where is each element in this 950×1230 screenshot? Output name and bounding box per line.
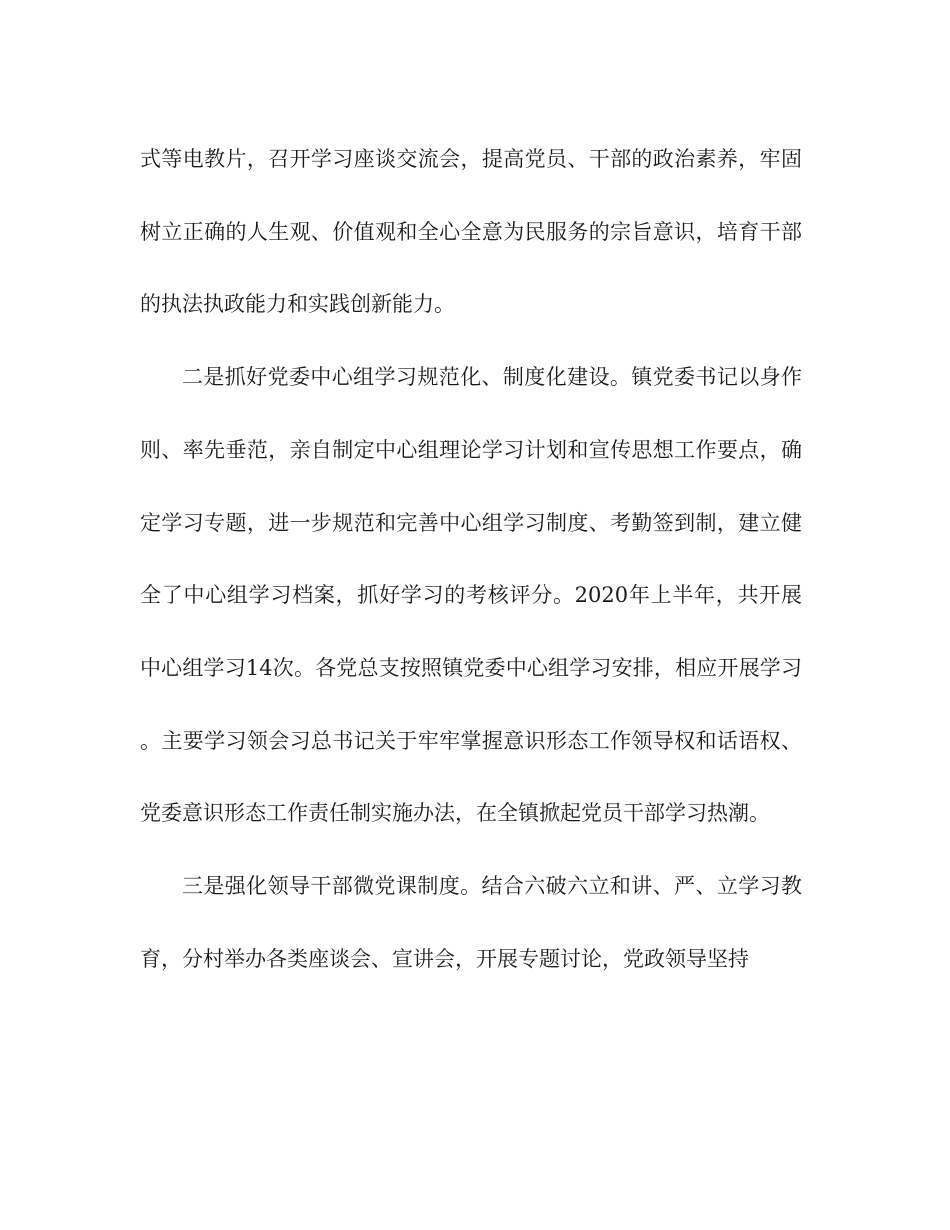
paragraph-micro-party-lecture: 三是强化领导干部微党课制度。结合六破六立和讲、严、立学习教育，分村举办各类座谈会、宣讲会，开展专题讨论，党政领导坚持 (140, 874, 802, 971)
paragraph-continuation: 式等电教片，召开学习座谈交流会，提高党员、干部的政治素养，牢固树立正确的人生观、价值观和全心全意为民服务的宗旨意识，培育干部的执法执政能力和实践创新能力。 (140, 147, 802, 317)
document-body (140, 123, 802, 995)
paragraph-central-group-study: 二是抓好党委中心组学习规范化、制度化建设。镇党委书记以身作则、率先垂范，亲自制定中心组理论学习计划和宣传思想工作要点，确定学习专题，进一步规范和完善中心组学习制度、考勤签到制，建立健全了中心组学习档案，抓好学习的考核评分。2020年上半年，共开展中心组学习14次。各党总支按照镇党委中心组学习安排，相应开展学习。主要学习领会习总书记关于牢牢掌握意识形态工作领导权和话语权、党委意识形态工作责任制实施办法，在全镇掀起党员干部学习热潮。 (140, 365, 802, 826)
